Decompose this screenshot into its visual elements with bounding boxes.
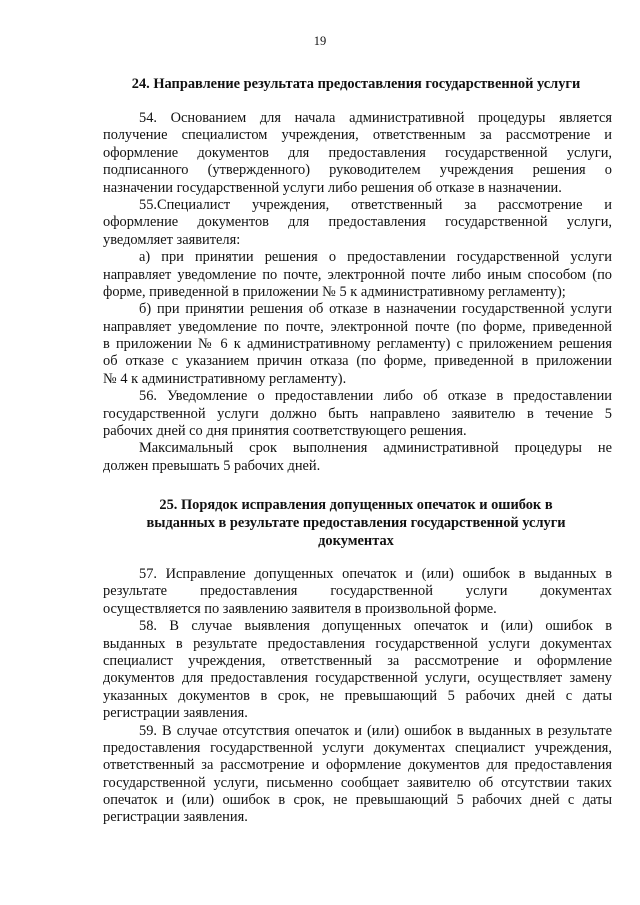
text-line: направляет уведомление по почте, электронной почте (по форме, приведенной xyxy=(103,318,612,335)
text-line: 55.Специалист учреждения, ответственный за рассмотрение и xyxy=(139,196,612,213)
text-line: 59. В случае отсутствия опечаток и (или) ошибок в выданных в результате xyxy=(139,722,612,739)
paragraph-56 xyxy=(103,388,612,440)
text-line: а) при принятии решения о предоставлении государственной услуги xyxy=(139,249,612,266)
text-line: назначении государственной услуги либо решения об отказе в назначении. xyxy=(103,179,562,196)
paragraph-57 xyxy=(103,566,612,618)
text-line: оформление документов для предоставления государственной услуги, xyxy=(103,214,612,231)
heading-line: 24. Направление результата предоставления государственной услуги xyxy=(131,76,581,92)
section-24-heading xyxy=(96,75,616,93)
paragraph-55-b xyxy=(103,301,612,388)
text-line: осуществляется по заявлению заявителя в произвольной форме. xyxy=(103,600,497,617)
page-number: 19 xyxy=(313,34,327,48)
text-line: 54. Основанием для начала административной процедуры является xyxy=(139,110,612,126)
text-line: государственной услуги должно быть направлено заявителю в течение 5 xyxy=(103,405,612,422)
text-line: 57. Исправление допущенных опечаток и (или) ошибок в выданных в xyxy=(139,566,612,582)
text-line: № 4 к административному регламенту). xyxy=(103,370,347,387)
text-line: подписанного (утвержденного) руководителем учреждения решения о xyxy=(103,162,612,179)
text-line: специалист учреждения, ответственный за рассмотрение и оформление xyxy=(103,652,612,669)
section-25-heading xyxy=(96,496,616,550)
text-line: форме, приведенной в приложении № 5 к административному регламенту); xyxy=(103,283,566,300)
text-line: уведомляет заявителя: xyxy=(103,231,241,248)
heading-line: выданных в результате предоставления государственной услуги xyxy=(146,515,566,531)
paragraph-58 xyxy=(103,618,612,722)
text-line: 56. Уведомление о предоставлении либо об отказе в предоставлении xyxy=(139,388,612,405)
text-line: регистрации заявления. xyxy=(103,809,248,826)
text-line: государственной услуги, письменно сообщает заявителю об отсутствии таких xyxy=(103,774,612,791)
section-24-body xyxy=(103,110,612,475)
text-line: получение специалистом учреждения, ответственным за рассмотрение и xyxy=(103,127,612,144)
paragraph-55-a xyxy=(103,249,612,301)
text-line: б) при принятии решения об отказе в назначении государственной услуги xyxy=(139,301,612,318)
text-line: указанных документов в срок, не превышающий 5 рабочих дней с даты xyxy=(103,687,612,704)
paragraph-56-max-term xyxy=(103,440,612,475)
text-line: выданных в результате предоставления государственной услуги документах xyxy=(103,635,612,652)
text-line: предоставления государственной услуги документах специалист учреждения, xyxy=(103,739,612,756)
text-line: 58. В случае выявления допущенных опечаток и (или) ошибок в xyxy=(139,618,612,635)
section-25-body xyxy=(103,566,612,827)
text-line: должен превышать 5 рабочих дней. xyxy=(103,457,321,474)
paragraph-55 xyxy=(103,197,612,249)
text-line: опечаток и (или) ошибок в срок, не превышающий 5 рабочих дней с даты xyxy=(103,792,612,809)
text-line: рабочих дней со дня принятия соответствующего решения. xyxy=(103,423,467,440)
heading-line: 25. Порядок исправления допущенных опечаток и ошибок в xyxy=(159,497,553,513)
text-line: результате предоставления государственной услуги документах xyxy=(103,583,612,600)
paragraph-54 xyxy=(103,110,612,197)
heading-line: документах xyxy=(318,533,394,549)
text-line: об отказе с указанием причин отказа (по форме, приведенной в приложении xyxy=(103,353,612,370)
text-line: оформление документов для предоставления государственной услуги, xyxy=(103,144,612,161)
text-line: документов для предоставления государственной услуги, осуществляет замену xyxy=(103,670,612,687)
text-line: Максимальный срок выполнения административной процедуры не xyxy=(139,440,612,457)
paragraph-59 xyxy=(103,723,612,827)
text-line: в приложении № 6 к административному регламенту) с приложением решения xyxy=(103,336,612,353)
text-line: ответственный за рассмотрение и оформление документов для предоставления xyxy=(103,757,612,774)
text-line: регистрации заявления. xyxy=(103,705,248,722)
text-line: направляет уведомление по почте, электронной почте либо иным способом (по xyxy=(103,266,612,283)
